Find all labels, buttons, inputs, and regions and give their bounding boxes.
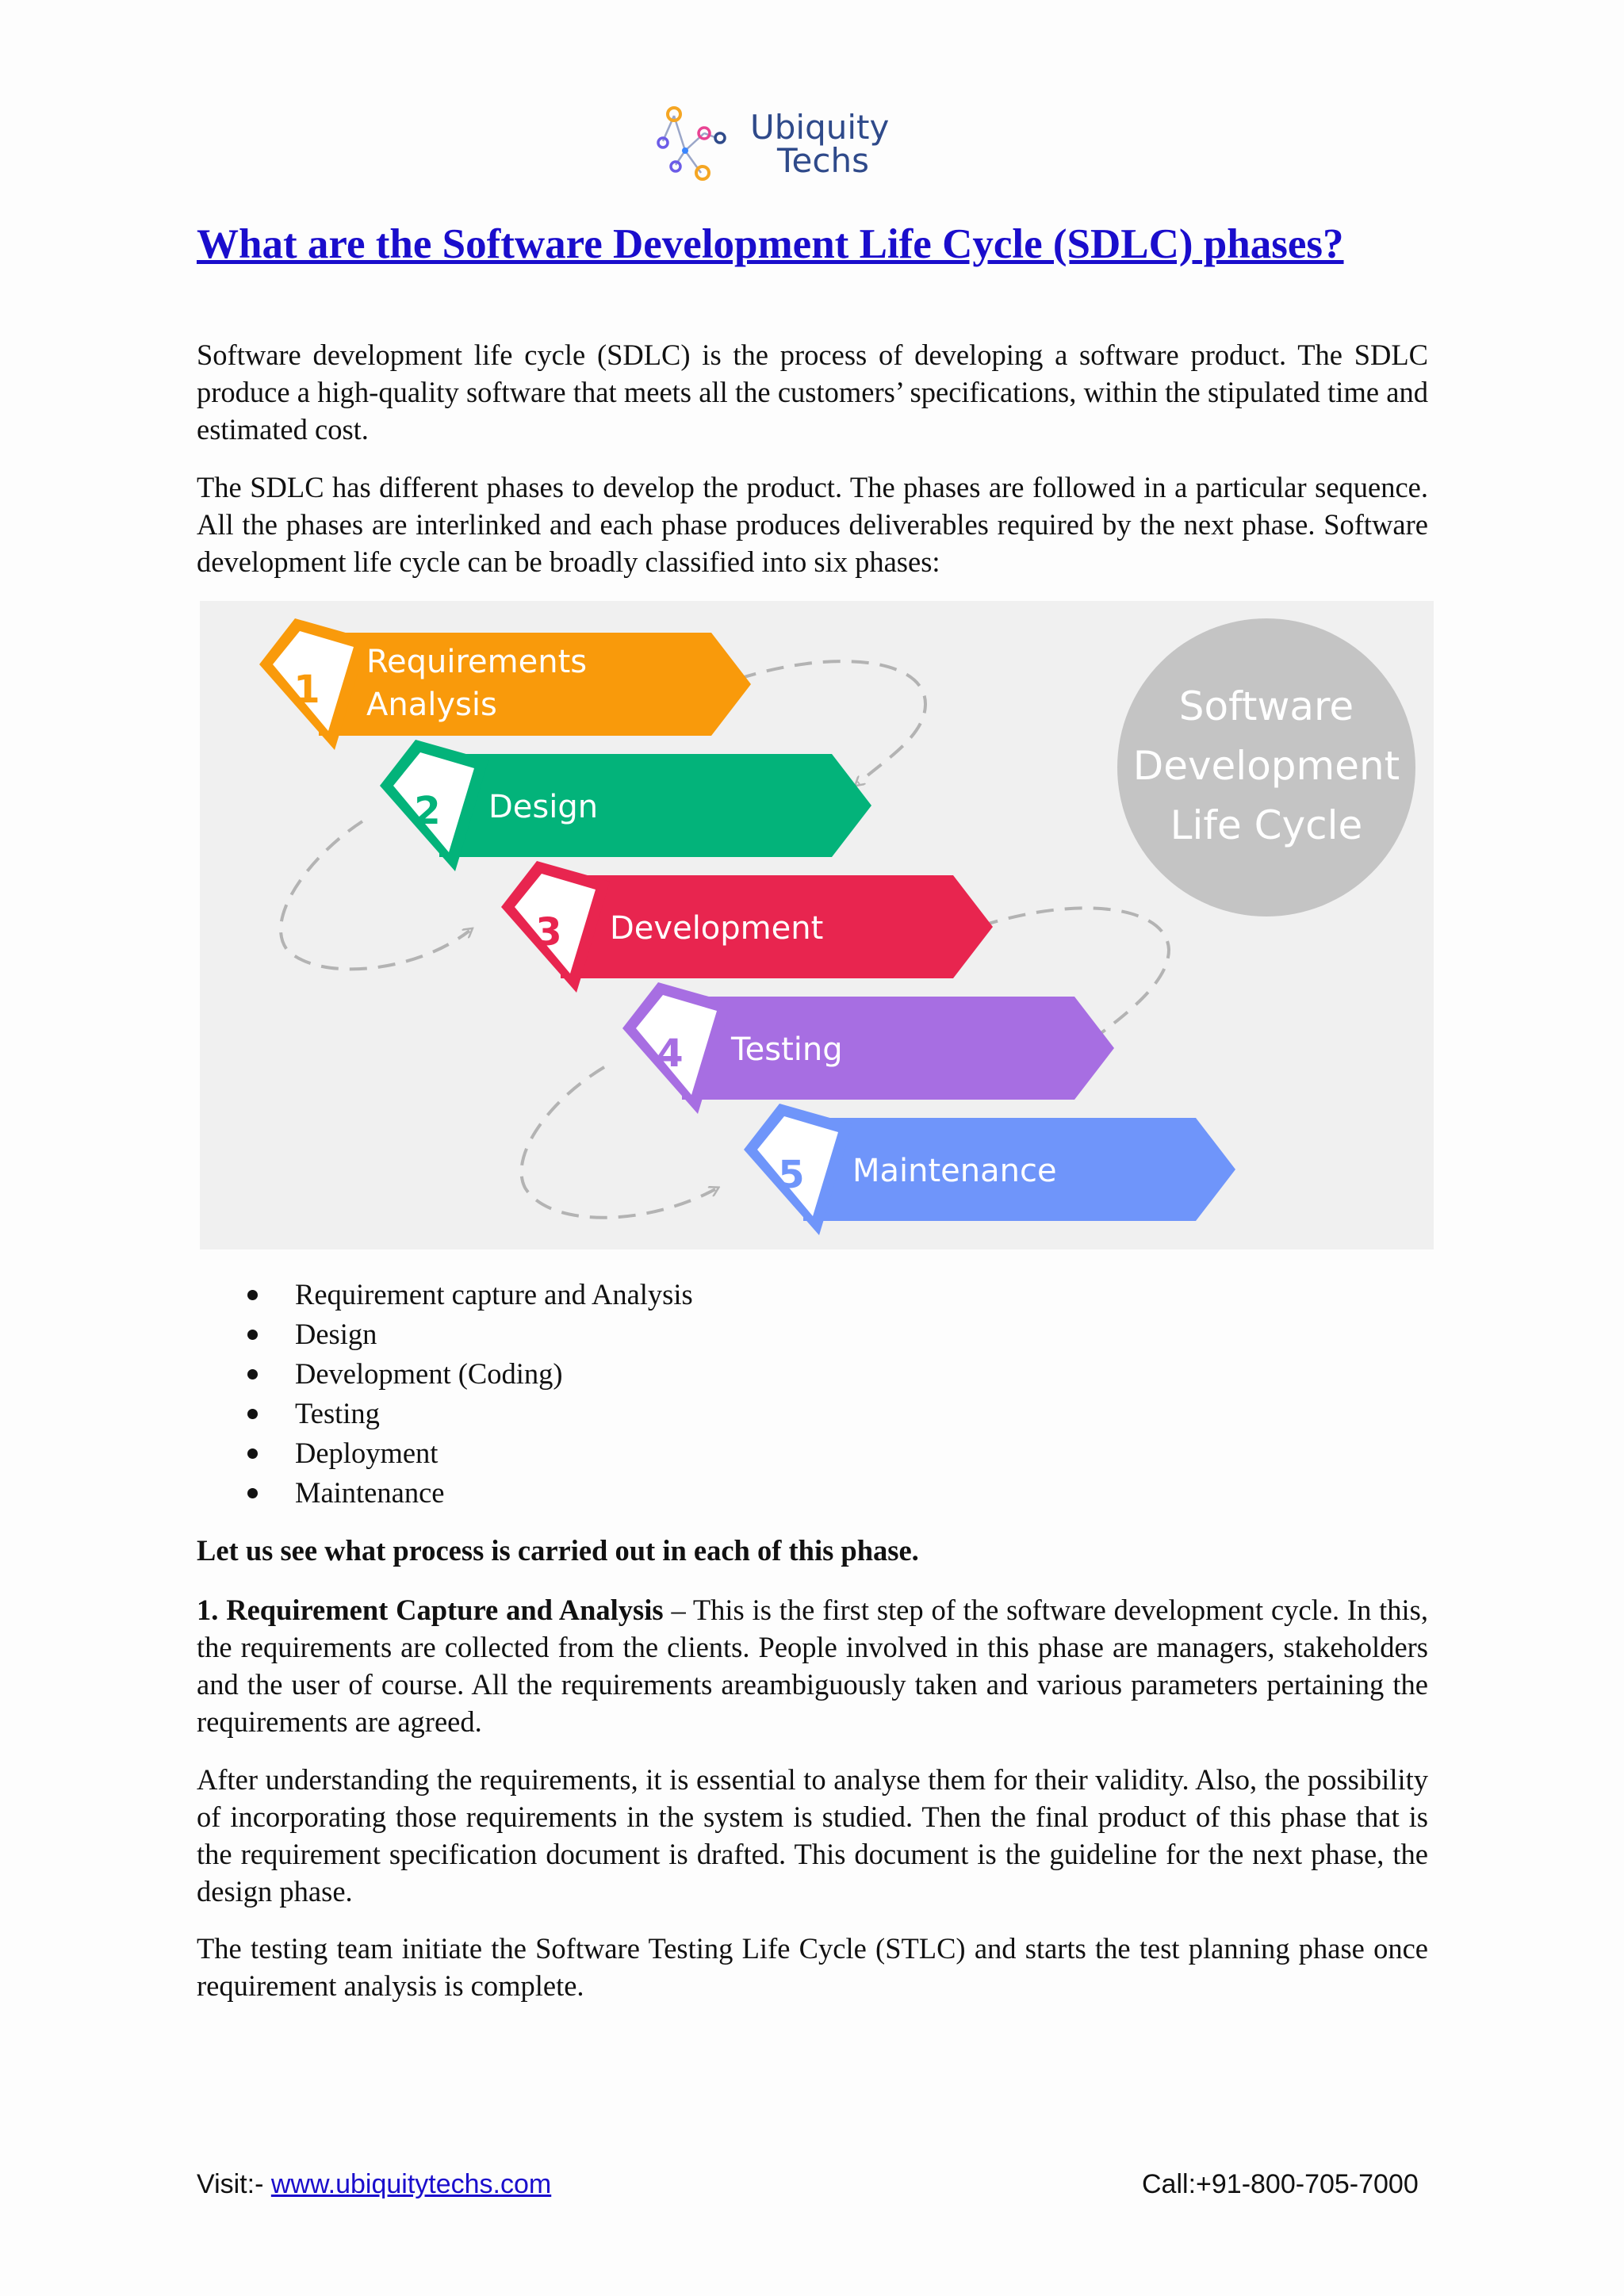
phase-4-label: Testing [731,1031,843,1068]
bullet-icon [247,1448,258,1459]
list-item [197,1314,693,1354]
bullet-icon [247,1488,258,1498]
list-item-text: Deployment [295,1437,439,1469]
bullet-icon [247,1369,258,1380]
phase-2-label: Design [488,789,599,825]
circle-line-2: Development [1132,743,1400,789]
phase-3-banner [501,861,993,993]
visit-label: Visit:- [197,2169,271,2199]
section-1-paragraph-3: The testing team initiate the Software Testing Life Cycle (STLC) and starts the test planning phase once requirement analysis is complete. [197,1932,1428,2002]
footer-call: Call:+91-800-705-7000 [1142,2169,1419,2199]
bullet-icon [247,1409,258,1419]
intro-paragraph-2: The SDLC has different phases to develop the product. The phases are followed in a particular sequence. All the phases are interlinked and each phase produces deliverables required by the next phase. Software development life cycle can be broadly classified into six phases: [197,471,1428,578]
circle-line-3: Life Cycle [1170,802,1363,848]
phase-3-label: Development [610,910,824,947]
bullet-icon [247,1330,258,1340]
circle-line-1: Software [1178,683,1354,729]
phase-5-number: 5 [778,1153,805,1197]
phase-2-banner [380,740,871,871]
section-1-paragraph-2: After understanding the requirements, it is essential to analyse them for their validity. Also, the possibility of incorporating those requirements in the system is studied. Then the final product of this phase that is the requirement specification document is drafted. This document is the guideline for the next phase, the design phase. [197,1763,1428,1908]
list-item-text: Development (Coding) [295,1357,563,1390]
phase-1-banner [259,618,751,750]
phase-5-banner [744,1104,1235,1235]
phase-4-banner [622,982,1114,1114]
brand-line-1: Ubiquity [750,108,890,147]
phase-5-label: Maintenance [852,1153,1057,1189]
section-1-text: – This is the first step of the software development cycle. In this, the requirements are collected from the clients. People involved in this phase are managers, stakeholders and the user of course. All the requirements areambiguously taken and various parameters pertaining the requirements are agreed. [197,1594,1429,1738]
website-link[interactable]: www.ubiquitytechs.com [270,2169,552,2199]
footer-visit [197,2169,551,2200]
phase-3-number: 3 [535,910,562,955]
list-item [197,1354,693,1394]
list-item-text: Maintenance [295,1476,445,1509]
phase-4-number: 4 [657,1031,684,1076]
section-1-paragraph-1 [197,1591,1428,1740]
phase-2-number: 2 [414,789,441,833]
phase-1-label-2: Analysis [366,687,497,723]
list-item [197,1275,693,1314]
bullet-icon [247,1290,258,1300]
list-item-text: Requirement capture and Analysis [295,1278,693,1311]
phase-1-number: 1 [293,668,320,712]
list-item [197,1433,693,1473]
sdlc-circle [1117,618,1415,916]
phase-1-label-1: Requirements [366,644,588,680]
brand-name [750,108,890,180]
page-title[interactable]: What are the Software Development Life Cycle (SDLC) phases? [197,221,1344,267]
section-1-heading: 1. Requirement Capture and Analysis [197,1594,664,1626]
sdlc-diagram [200,601,1434,1249]
logo [655,103,917,190]
list-item [197,1394,693,1433]
intro-paragraph-1: Software development life cycle (SDLC) is the process of developing a software product. The SDLC produce a high-quality software that meets all the customers’ specifications, within the stipulated time and estimated cost. [197,339,1428,446]
brand-line-2: Techs [777,141,869,180]
network-logo-icon [655,103,750,190]
phase-bullet-list [197,1275,693,1513]
list-item [197,1473,693,1513]
list-item-text: Testing [295,1397,380,1429]
list-item-text: Design [295,1318,377,1350]
lead-text: Let us see what process is carried out in each of this phase. [197,1534,919,1567]
